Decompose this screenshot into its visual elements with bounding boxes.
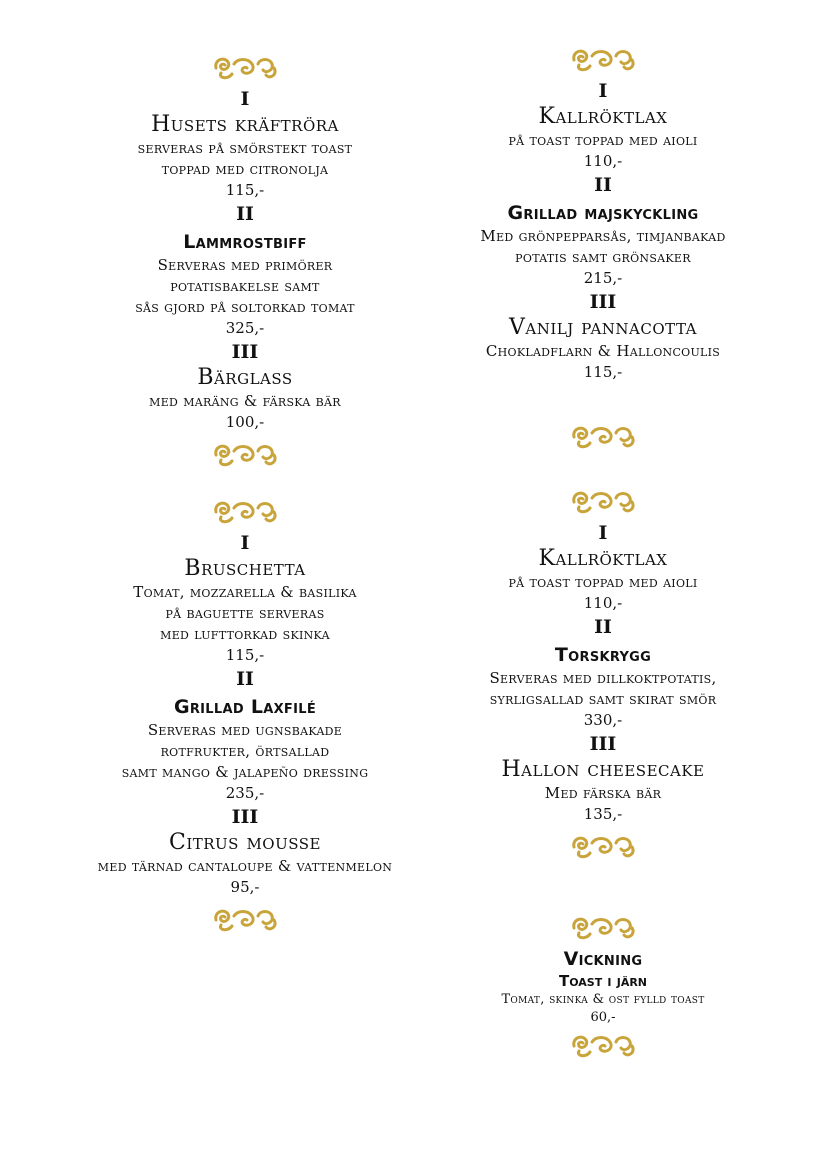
dish-description: potatisbakelse samt: [170, 277, 320, 295]
scroll-ornament-icon: [438, 914, 768, 940]
dish-price: 135,-: [583, 805, 623, 823]
dish-description: Serveras med ugnsbakade: [147, 721, 343, 739]
course-numeral: II: [236, 203, 254, 225]
dish-description: samt mango & jalapeño dressing: [121, 763, 369, 781]
dish-description: toppad med citronolja: [161, 160, 329, 178]
dish-description: Tomat, mozzarella & basilika: [133, 583, 357, 601]
dish-price: 100,-: [225, 413, 265, 431]
dish-price: 330,-: [583, 711, 623, 729]
dish-description: på toast toppad med aioli: [508, 131, 698, 149]
dish-name: Grillad Laxfilé: [173, 696, 317, 718]
dish-price: 115,-: [225, 646, 265, 664]
dish-name: Kallröktlax: [538, 546, 668, 571]
dish-description: Serveras med dillkoktpotatis,: [489, 669, 717, 687]
menu-3: [80, 498, 410, 932]
course-numeral: I: [240, 88, 250, 110]
course-numeral: III: [231, 341, 259, 363]
dish-description: med tärnad cantaloupe & vattenmelon: [97, 857, 393, 875]
menu-5: [438, 914, 768, 1058]
dish-price: 95,-: [230, 878, 260, 896]
dish-name: Torskrygg: [554, 644, 652, 666]
scroll-ornament-icon: [80, 906, 410, 932]
course-numeral: III: [589, 291, 617, 313]
dish-name: Bruschetta: [184, 556, 306, 581]
course-numeral: II: [236, 668, 254, 690]
dish-price: 325,-: [225, 319, 265, 337]
course-numeral: I: [240, 532, 250, 554]
dish-price: 110,-: [583, 152, 623, 170]
dish-price: 60,-: [590, 1010, 616, 1025]
dish-description: Tomat, skinka & ost fylld toast: [501, 992, 705, 1007]
scroll-ornament-icon: [80, 54, 410, 80]
dish-name: Citrus mousse: [168, 830, 321, 855]
dish-price: 115,-: [225, 181, 265, 199]
dish-price: 215,-: [583, 269, 623, 287]
section-subtitle: Toast i järn: [558, 972, 648, 990]
dish-description: Med färska bär: [544, 784, 662, 802]
dish-description: potatis samt grönsaker: [515, 248, 691, 266]
dish-description: serveras på smörstekt toast: [137, 139, 353, 157]
dish-description: med maräng & färska bär: [149, 392, 341, 410]
dish-name: Vanilj pannacotta: [509, 315, 697, 340]
dish-price: 110,-: [583, 594, 623, 612]
dish-description: Chokladflarn & Halloncoulis: [485, 342, 721, 360]
scroll-ornament-icon: [438, 423, 768, 449]
scroll-ornament-icon: [80, 441, 410, 467]
dish-description: Serveras med primörer: [157, 256, 333, 274]
scroll-ornament-icon: [438, 1032, 768, 1058]
section-title: Vickning: [563, 948, 643, 970]
course-numeral: I: [598, 522, 608, 544]
dish-name: Lammrostbiff: [183, 231, 307, 253]
scroll-ornament-icon: [80, 498, 410, 524]
dish-price: 115,-: [583, 363, 623, 381]
course-numeral: III: [589, 733, 617, 755]
menu-2: [438, 46, 768, 449]
scroll-ornament-icon: [438, 46, 768, 72]
dish-name: Hallon cheesecake: [501, 757, 705, 782]
dish-name: Kallröktlax: [538, 104, 668, 129]
dish-description: på toast toppad med aioli: [508, 573, 698, 591]
course-numeral: II: [594, 174, 612, 196]
dish-description: rotfrukter, örtsallad: [160, 742, 330, 760]
menu-1: [80, 54, 410, 467]
dish-name: Bärglass: [197, 365, 293, 390]
menu-4: [438, 488, 768, 859]
dish-name: Grillad majskyckling: [507, 202, 699, 224]
dish-description: med lufttorkad skinka: [160, 625, 330, 643]
course-numeral: I: [598, 80, 608, 102]
dish-description: sås gjord på soltorkad tomat: [135, 298, 355, 316]
scroll-ornament-icon: [438, 488, 768, 514]
dish-description: på baguette serveras: [165, 604, 325, 622]
dish-description: syrligsallad samt skirat smör: [489, 690, 717, 708]
scroll-ornament-icon: [438, 833, 768, 859]
dish-price: 235,-: [225, 784, 265, 802]
course-numeral: III: [231, 806, 259, 828]
dish-name: Husets kräftröra: [151, 112, 339, 137]
dish-description: Med grönpepparsås, timjanbakad: [480, 227, 726, 245]
course-numeral: II: [594, 616, 612, 638]
